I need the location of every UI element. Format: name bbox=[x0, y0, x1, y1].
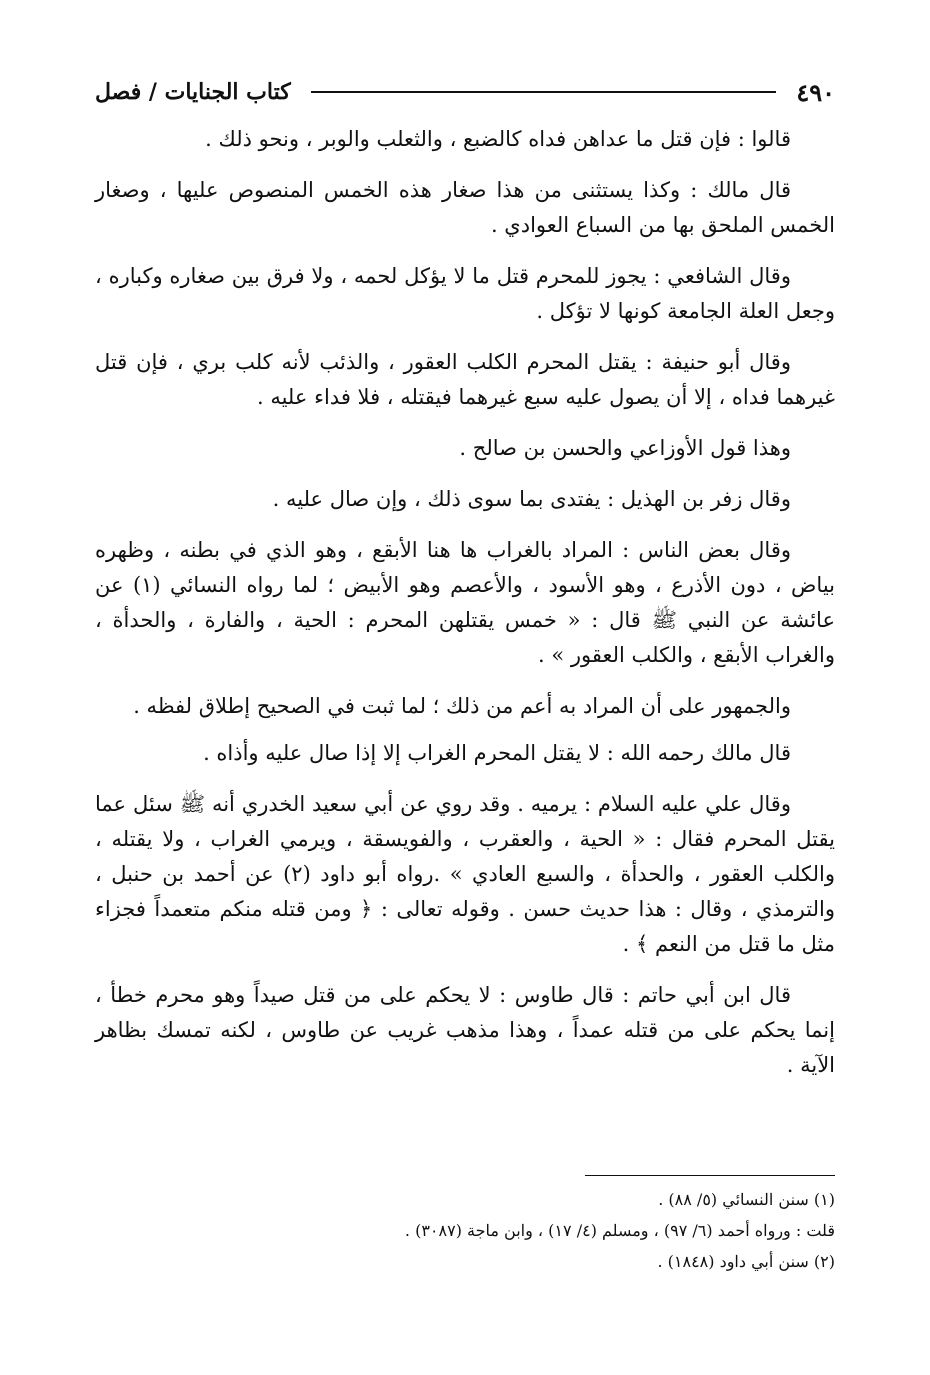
paragraph: والجمهور على أن المراد به أعم من ذلك ؛ لما ثبت في الصحيح إطلاق لفظه . bbox=[133, 694, 791, 718]
paragraph: قال مالك : وكذا يستثنى من هذا صغار هذه الخمس المنصوص عليها ، وصغار الخمس الملحق بها من السباع العوادي . bbox=[95, 178, 835, 237]
running-title: كتاب الجنايات / فصل bbox=[95, 79, 291, 105]
footnote: (٢) سنن أبي داود (١٨٤٨) . bbox=[657, 1252, 835, 1271]
header-rule bbox=[311, 91, 777, 93]
paragraph: قال مالك رحمه الله : لا يقتل المحرم الغراب إلا إذا صال عليه وأذاه . bbox=[203, 741, 791, 765]
paragraph: وقال زفر بن الهذيل : يفتدى بما سوى ذلك ، وإن صال عليه . bbox=[272, 487, 791, 511]
footnote-rule bbox=[585, 1175, 835, 1176]
paragraph: وقال أبو حنيفة : يقتل المحرم الكلب العقور ، والذئب لأنه كلب بري ، فإن قتل غيرهما فداه ، إلا أن يصول عليه سبع غيرهما فيقتله ، فلا فداء عليه . bbox=[95, 350, 835, 409]
paragraph: وهذا قول الأوزاعي والحسن بن صالح . bbox=[459, 436, 791, 460]
footnote: (١) سنن النسائي (٥/ ٨٨) . bbox=[658, 1190, 835, 1209]
page-body bbox=[95, 122, 835, 1099]
paragraph: قال ابن أبي حاتم : قال طاوس : لا يحكم على من قتل صيداً وهو محرم خطأ ، إنما يحكم على من قتله عمداً ، وهذا مذهب غريب عن طاوس ، لكنه تمسك بظاهر الآية . bbox=[95, 983, 835, 1077]
footnote: قلت : ورواه أحمد (٦/ ٩٧) ، ومسلم (٤/ ١٧) ، وابن ماجة (٣٠٨٧) . bbox=[404, 1221, 835, 1240]
paragraph: وقال بعض الناس : المراد بالغراب ها هنا الأبقع ، وهو الذي في بطنه ، وظهره بياض ، دون الأذرع ، وهو الأسود ، والأعصم وهو الأبيض ؛ لما رواه النسائي (١) عن عائشة عن النبي ﷺ قال : « خمس يقتلهن المحرم : الحية ، والفارة ، والحدأة ، والغراب الأبقع ، والكلب العقور » . bbox=[95, 538, 835, 667]
paragraph: وقال الشافعي : يجوز للمحرم قتل ما لا يؤكل لحمه ، ولا فرق بين صغاره وكباره ، وجعل العلة الجامعة كونها لا تؤكل . bbox=[95, 264, 835, 323]
page-number: ٤٩٠ bbox=[796, 77, 835, 107]
paragraph: وقال علي عليه السلام : يرميه . وقد روي عن أبي سعيد الخدري أنه ﷺ سئل عما يقتل المحرم فقال : « الحية ، والعقرب ، والفويسقة ، ويرمي الغراب ، ولا يقتله ، والكلب العقور ، والحدأة ، والسبع العادي » .رواه أبو داود (٢) عن أحمد بن حنبل ، والترمذي ، وقال : هذا حديث حسن . وقوله تعالى : ﴿ ومن قتله منكم متعمداً فجزاء مثل ما قتل من النعم ﴾ . bbox=[95, 792, 836, 956]
paragraph: قالوا : فإن قتل ما عداهن فداه كالضبع ، والثعلب والوبر ، ونحو ذلك . bbox=[205, 127, 791, 151]
page-header bbox=[95, 72, 835, 112]
footnotes bbox=[95, 1175, 835, 1277]
